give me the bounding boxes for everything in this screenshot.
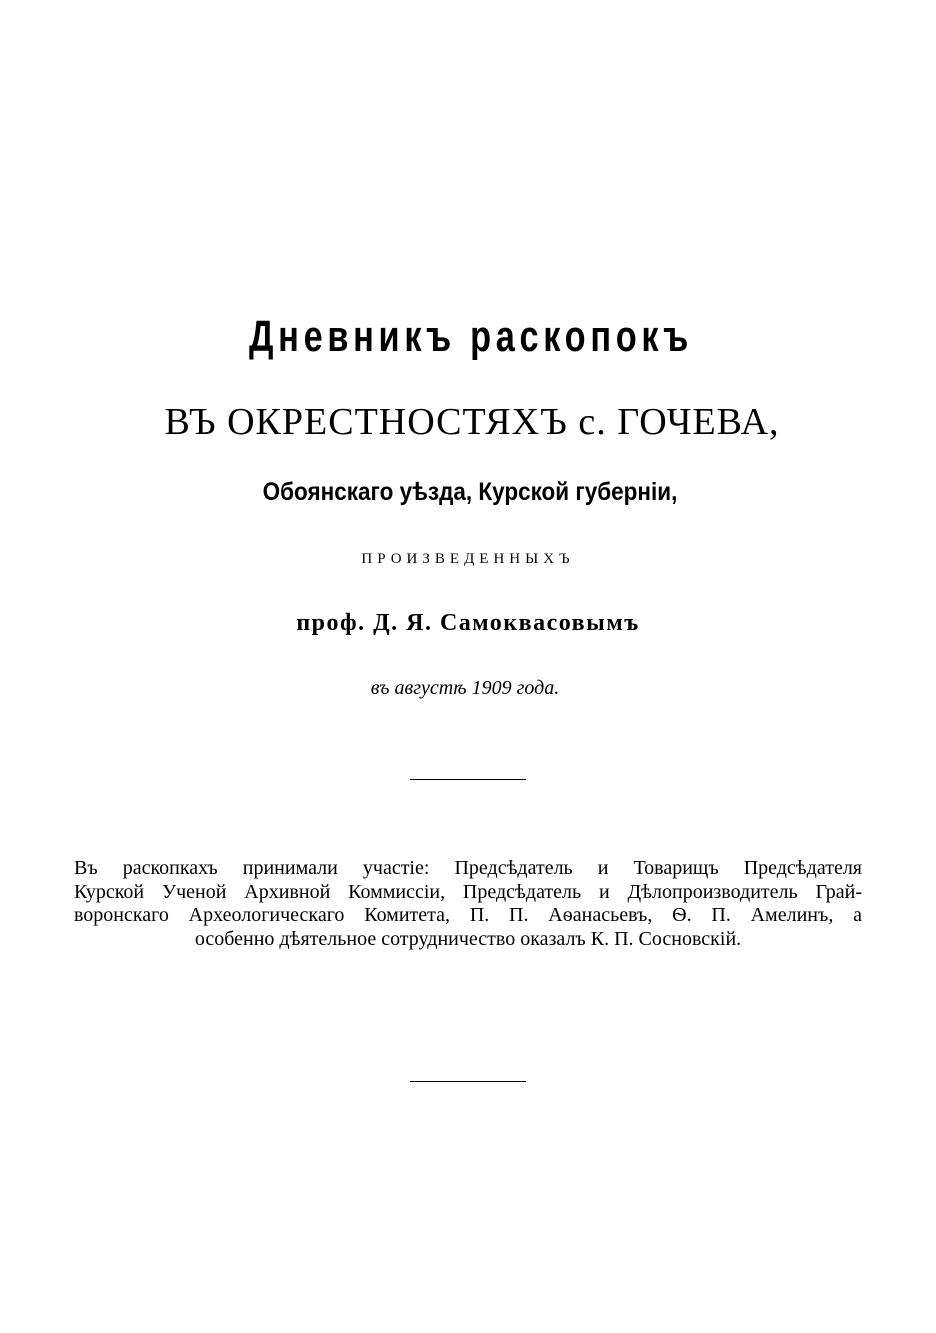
participants-paragraph [74, 857, 862, 951]
page-subtitle: ВЪ ОКРЕСТНОСТЯХЪ с. ГОЧЕВА, [164, 401, 780, 443]
district-line: Обоянскаго уѣзда, Курской губерніи, [262, 478, 678, 506]
produced-by-label: ПРОИЗВЕДЕННЫХЪ [361, 551, 575, 567]
participants-line: воронскаго Археологическаго Комитета, П. П. Аѳанасьевъ, Ѳ. П. Амелинъ, а [74, 904, 862, 926]
bottom-divider [410, 1081, 526, 1082]
participants-line: особенно дѣятельное сотрудничество оказалъ К. П. Сосновскій. [194, 927, 742, 950]
participants-line: Курской Ученой Архивной Коммиссіи, Предсѣдатель и Дѣлопроизводитель Грай- [74, 880, 862, 903]
participants-line: Въ раскопкахъ принимали участіе: Предсѣдатель и Товарищъ Предсѣдателя [74, 857, 862, 879]
page-title: Дневникъ раскопокъ [249, 312, 693, 361]
date-line: въ августѣ 1909 года. [370, 677, 560, 699]
top-divider [410, 779, 526, 780]
author-line: проф. Д. Я. Самоквасовымъ [296, 610, 640, 636]
